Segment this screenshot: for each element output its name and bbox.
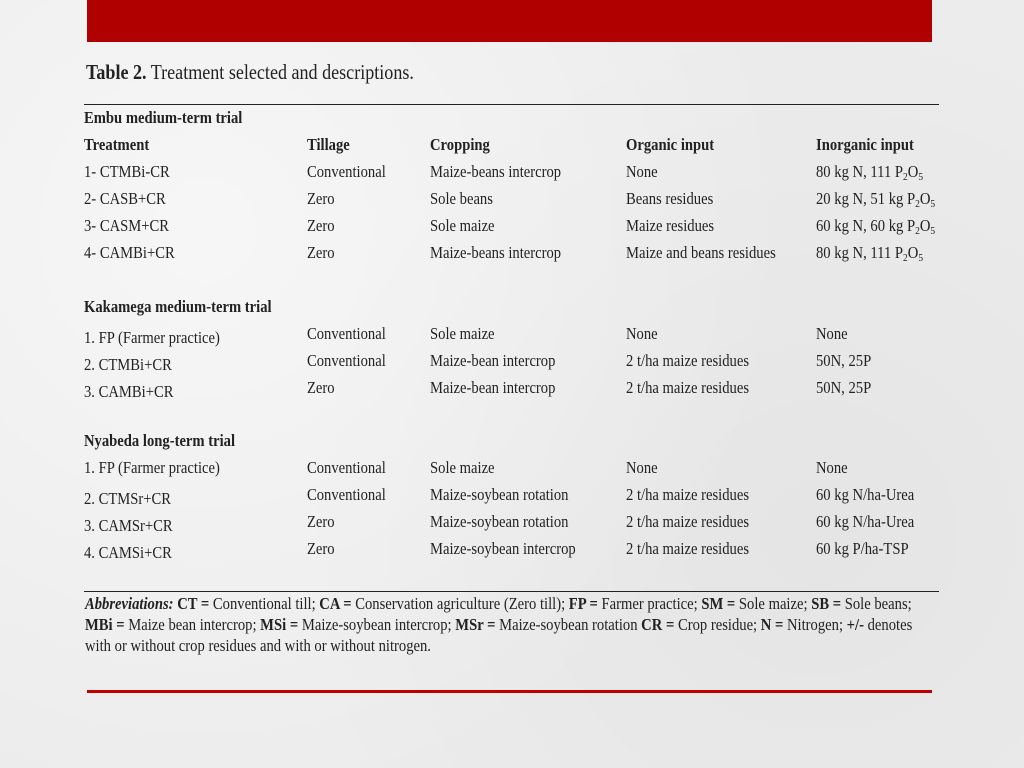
cell-tillage: Conventional <box>307 351 386 370</box>
cell-tillage: Zero <box>307 539 335 558</box>
cell-inorganic: 80 kg N, 111 $P_2O_5$ <box>816 162 924 183</box>
cell-tillage: Conventional <box>307 324 386 343</box>
cell-organic: 2 t/ha maize residues <box>626 539 750 558</box>
cell-cropping: Sole maize <box>430 324 495 343</box>
cell-tillage: Zero <box>307 243 335 262</box>
cell-cropping: Maize-beans intercrop <box>430 243 562 262</box>
cell-organic: 2 t/ha maize residues <box>626 512 750 531</box>
cell-organic: 2 t/ha maize residues <box>626 485 750 504</box>
cell-cropping: Maize-bean intercrop <box>430 351 556 370</box>
cell-inorganic: 80 kg N, 111 $P_2O_5$ <box>816 243 924 264</box>
cell-inorganic: 60 kg P/ha-TSP <box>816 539 909 558</box>
cell-inorganic: 50N, 25P <box>816 351 872 370</box>
table-caption <box>86 60 414 85</box>
col-header-inorganic: Inorganic input <box>816 135 914 154</box>
cell-cropping: Maize-soybean intercrop <box>430 539 576 558</box>
abbreviations-lead: Abbreviations: <box>85 594 174 613</box>
cell-treatment: 1. FP (Farmer practice) <box>84 328 220 347</box>
cell-inorganic: 50N, 25P <box>816 378 872 397</box>
section-title-kakamega: Kakamega medium-term trial <box>84 297 272 316</box>
cell-cropping: Sole maize <box>430 458 495 477</box>
table-label: Table 2. <box>86 60 147 84</box>
cell-organic: None <box>626 162 658 181</box>
cell-tillage: Conventional <box>307 485 386 504</box>
cell-organic: Beans residues <box>626 189 714 208</box>
cell-cropping: Maize-bean intercrop <box>430 378 556 397</box>
cell-treatment: 4- CAMBi+CR <box>84 243 175 262</box>
cell-treatment: 2. CTMSr+CR <box>84 489 172 508</box>
col-header-organic: Organic input <box>626 135 715 154</box>
cell-cropping: Maize-beans intercrop <box>430 162 562 181</box>
cell-inorganic: 60 kg N/ha-Urea <box>816 512 915 531</box>
cell-tillage: Zero <box>307 189 335 208</box>
cell-tillage: Conventional <box>307 162 386 181</box>
cell-cropping: Sole beans <box>430 189 493 208</box>
col-header-cropping: Cropping <box>430 135 490 154</box>
table-bottom-rule <box>84 591 939 592</box>
cell-cropping: Maize-soybean rotation <box>430 485 569 504</box>
cell-tillage: Zero <box>307 512 335 531</box>
cell-treatment: 2. CTMBi+CR <box>84 355 172 374</box>
table-title: Treatment selected and descriptions. <box>146 60 414 84</box>
cell-treatment: 4. CAMSi+CR <box>84 543 172 562</box>
cell-tillage: Zero <box>307 216 335 235</box>
cell-tillage: Zero <box>307 378 335 397</box>
cell-treatment: 3- CASM+CR <box>84 216 170 235</box>
top-accent-bar <box>87 0 932 42</box>
section-title-embu: Embu medium-term trial <box>84 108 243 127</box>
cell-treatment: 2- CASB+CR <box>84 189 166 208</box>
cell-organic: Maize and beans residues <box>626 243 776 262</box>
cell-tillage: Conventional <box>307 458 386 477</box>
bottom-accent-rule <box>87 690 932 693</box>
section-title-nyabeda: Nyabeda long-term trial <box>84 431 236 450</box>
cell-cropping: Maize-soybean rotation <box>430 512 569 531</box>
cell-organic: None <box>626 458 658 477</box>
cell-cropping: Sole maize <box>430 216 495 235</box>
cell-inorganic: 20 kg N, 51 kg $P_2O_5$ <box>816 189 936 210</box>
cell-treatment: 3. CAMSr+CR <box>84 516 173 535</box>
cell-organic: 2 t/ha maize residues <box>626 351 750 370</box>
abbreviations-note: Abbreviations: CT = Conventional till; CA = Conservation agriculture (Zero till); FP = Farmer practice; SM = Sole maize; SB = Sole beans; MBi = Maize bean intercrop; MSi = Maize-soybean intercrop; MSr = Maize-soybean rotation CR = Crop residue; N = Nitrogen; +/- denotes with or without crop residues and with or without nitrogen. <box>85 594 913 655</box>
table-top-rule <box>84 104 939 105</box>
col-header-treatment: Treatment <box>84 135 150 154</box>
col-header-tillage: Tillage <box>307 135 350 154</box>
cell-inorganic: 60 kg N/ha-Urea <box>816 485 915 504</box>
cell-treatment: 3. CAMBi+CR <box>84 382 174 401</box>
cell-organic: 2 t/ha maize residues <box>626 378 750 397</box>
cell-inorganic: 60 kg N, 60 kg $P_2O_5$ <box>816 216 936 237</box>
cell-treatment: 1. FP (Farmer practice) <box>84 458 220 477</box>
cell-organic: None <box>626 324 658 343</box>
cell-treatment: 1- CTMBi-CR <box>84 162 170 181</box>
cell-inorganic: None <box>816 458 848 477</box>
cell-inorganic: None <box>816 324 848 343</box>
cell-organic: Maize residues <box>626 216 715 235</box>
